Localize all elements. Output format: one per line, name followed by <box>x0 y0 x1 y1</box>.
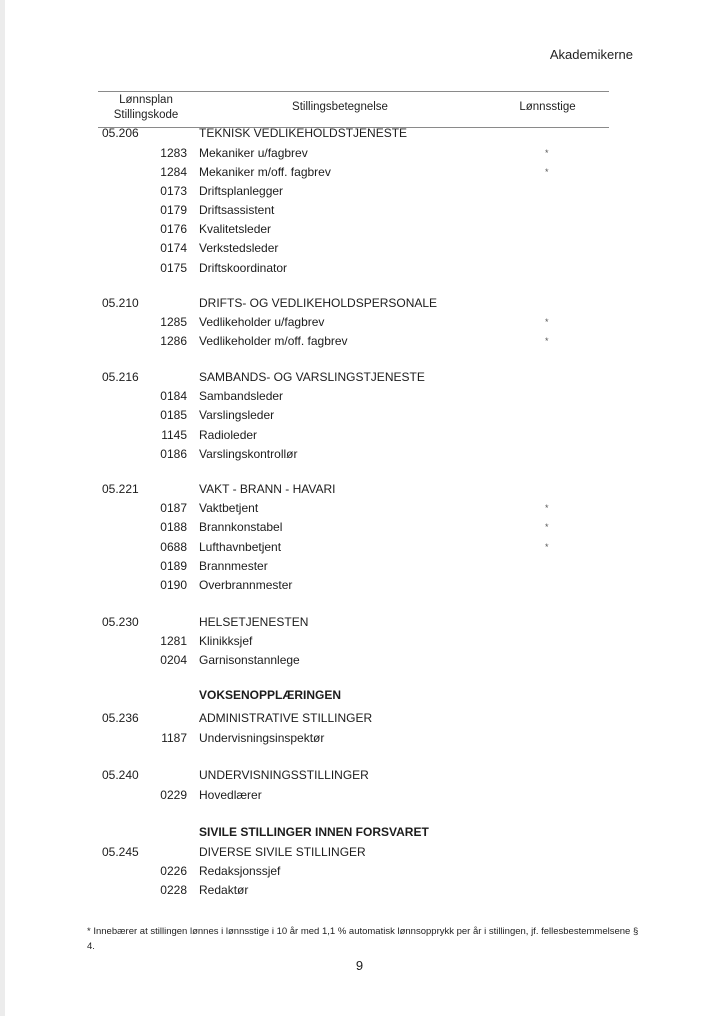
table-row <box>0 499 719 518</box>
table-row <box>0 182 719 201</box>
table-row <box>0 766 719 785</box>
row-position-code: 0229 <box>160 788 187 802</box>
table-row <box>0 163 719 182</box>
table-row <box>0 518 719 537</box>
row-position-title: Redaktør <box>199 883 249 897</box>
row-position-code: 0176 <box>160 222 187 236</box>
table-top-rule <box>98 91 609 92</box>
row-position-code: 1283 <box>160 146 187 160</box>
row-position-code: 0204 <box>160 653 187 667</box>
table-row <box>0 538 719 557</box>
row-position-title: Varslingsleder <box>199 408 275 422</box>
row-position-title: ADMINISTRATIVE STILLINGER <box>199 711 373 725</box>
row-position-title: Klinikksjef <box>199 634 253 648</box>
table-row <box>0 862 719 881</box>
footnote: * Innebærer at stillingen lønnes i lønnsstige i 10 år med 1,1 % automatisk lønnsopprykk per år i stillingen, jf. fellesbestemmelsene § 4. <box>87 926 639 952</box>
row-position-title: Undervisningsinspektør <box>199 731 325 745</box>
table-row <box>0 201 719 220</box>
page-number: 9 <box>355 958 364 973</box>
row-position-title: Varslingskontrollør <box>199 447 298 461</box>
row-pay-scale-marker: * <box>545 148 549 158</box>
table-row <box>0 686 719 705</box>
row-group-code: 05.240 <box>102 768 139 782</box>
row-pay-scale-marker: * <box>545 503 549 513</box>
row-position-title: Sambandsleder <box>199 389 284 403</box>
table-row <box>0 632 719 651</box>
table-row <box>0 843 719 862</box>
row-position-title: UNDERVISNINGSSTILLINGER <box>199 768 369 782</box>
row-position-code: 0173 <box>160 184 187 198</box>
table-row <box>0 576 719 595</box>
row-position-title: DIVERSE SIVILE STILLINGER <box>199 845 366 859</box>
row-position-title: Radioleder <box>199 428 258 442</box>
row-position-title: Brannmester <box>199 559 268 573</box>
row-position-code: 0186 <box>160 447 187 461</box>
column-header-lonnsplan <box>98 93 194 123</box>
row-pay-scale-marker: * <box>545 522 549 532</box>
table-row <box>0 124 719 143</box>
row-position-title: Vedlikeholder u/fagbrev <box>199 315 325 329</box>
table-row <box>0 387 719 406</box>
row-group-code: 05.210 <box>102 296 139 310</box>
row-position-title: Vedlikeholder m/off. fagbrev <box>199 334 348 348</box>
row-pay-scale-marker: * <box>545 542 549 552</box>
table-row <box>0 613 719 632</box>
row-position-code: 0185 <box>160 408 187 422</box>
table-row <box>0 823 719 842</box>
row-position-title: SAMBANDS- OG VARSLINGSTJENESTE <box>199 370 425 384</box>
table-row <box>0 144 719 163</box>
row-position-title: Lufthavnbetjent <box>199 540 282 554</box>
row-position-title: Redaksjonssjef <box>199 864 281 878</box>
table-row <box>0 426 719 445</box>
row-position-title: Kvalitetsleder <box>199 222 272 236</box>
row-position-code: 1281 <box>160 634 187 648</box>
row-position-title: TEKNISK VEDLIKEHOLDSTJENESTE <box>199 126 408 140</box>
row-position-title: Driftsassistent <box>199 203 275 217</box>
row-position-title: VAKT - BRANN - HAVARI <box>199 482 336 496</box>
row-group-code: 05.206 <box>102 126 139 140</box>
row-position-code: 1286 <box>160 334 187 348</box>
table-row <box>0 881 719 900</box>
column-header-stillingsbetegnelse: Stillingsbetegnelse <box>292 101 388 113</box>
column-header-lonnsplan-line1: Lønnsplan <box>119 94 173 106</box>
table-row <box>0 259 719 278</box>
row-position-title: Driftskoordinator <box>199 261 288 275</box>
table-row <box>0 651 719 670</box>
table-row <box>0 557 719 576</box>
row-position-title: Brannkonstabel <box>199 520 283 534</box>
table-row <box>0 332 719 351</box>
row-position-title: DRIFTS- OG VEDLIKEHOLDSPERSONALE <box>199 296 438 310</box>
table-row <box>0 445 719 464</box>
row-position-code: 0226 <box>160 864 187 878</box>
row-position-code: 0688 <box>160 540 187 554</box>
row-position-title: Verkstedsleder <box>199 241 279 255</box>
table-row <box>0 368 719 387</box>
table-row <box>0 220 719 239</box>
table-row <box>0 294 719 313</box>
row-position-code: 0188 <box>160 520 187 534</box>
column-header-lonnsplan-line2: Stillingskode <box>113 109 179 121</box>
row-position-title: Driftsplanlegger <box>199 184 284 198</box>
row-pay-scale-marker: * <box>545 317 549 327</box>
row-group-code: 05.236 <box>102 711 139 725</box>
row-group-code: 05.230 <box>102 615 139 629</box>
row-position-title: Mekaniker u/fagbrev <box>199 146 308 160</box>
row-position-title: VOKSENOPPLÆRINGEN <box>199 688 342 702</box>
row-position-code: 0179 <box>160 203 187 217</box>
row-position-code: 0175 <box>160 261 187 275</box>
row-position-title: Garnisonstannlege <box>199 653 300 667</box>
table-row <box>0 729 719 748</box>
row-position-title: HELSETJENESTEN <box>199 615 309 629</box>
table-row <box>0 709 719 728</box>
row-position-code: 1145 <box>161 428 187 442</box>
table-row <box>0 480 719 499</box>
table-row <box>0 239 719 258</box>
row-position-code: 0184 <box>160 389 187 403</box>
row-position-code: 0228 <box>160 883 187 897</box>
row-position-code: 1187 <box>161 731 187 745</box>
row-position-title: Hovedlærer <box>199 788 262 802</box>
row-group-code: 05.245 <box>102 845 139 859</box>
row-position-code: 0174 <box>160 241 187 255</box>
table-row <box>0 406 719 425</box>
row-position-title: SIVILE STILLINGER INNEN FORSVARET <box>199 825 429 839</box>
row-position-title: Mekaniker m/off. fagbrev <box>199 165 331 179</box>
row-position-code: 0187 <box>160 501 187 515</box>
table-row <box>0 786 719 805</box>
table-row <box>0 313 719 332</box>
row-pay-scale-marker: * <box>545 167 549 177</box>
row-group-code: 05.221 <box>102 482 139 496</box>
row-position-code: 1285 <box>160 315 187 329</box>
row-position-code: 1284 <box>160 165 187 179</box>
row-pay-scale-marker: * <box>545 336 549 346</box>
row-position-code: 0190 <box>160 578 187 592</box>
row-position-code: 0189 <box>160 559 187 573</box>
column-header-lonnsstige: Lønnsstige <box>519 101 576 113</box>
organization-name: Akademikerne <box>549 47 633 62</box>
row-position-title: Vaktbetjent <box>199 501 259 515</box>
row-group-code: 05.216 <box>102 370 139 384</box>
row-position-title: Overbrannmester <box>199 578 293 592</box>
